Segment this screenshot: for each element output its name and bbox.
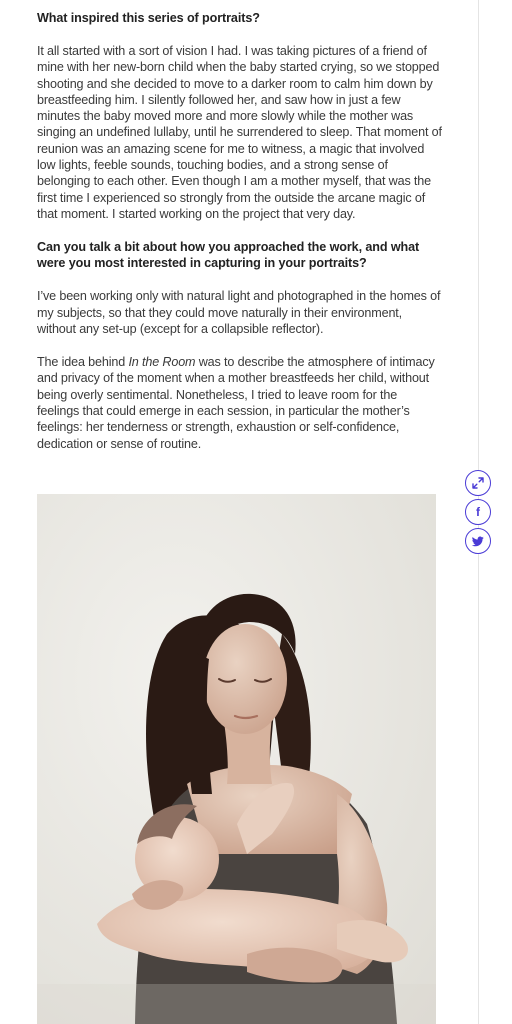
expand-button[interactable]: [465, 470, 491, 496]
mother-breastfeeding-infant-photo: [37, 494, 436, 1024]
text-span: The idea behind: [37, 355, 129, 370]
question-heading: Can you talk a bit about how you approached the work, and what were you most interested in capturing in your portraits?: [37, 240, 420, 271]
series-title: In the Room: [128, 355, 196, 370]
expand-icon: [472, 477, 484, 489]
portrait-photo-svg: [37, 494, 436, 1024]
facebook-icon: f: [476, 505, 480, 519]
facebook-share-button[interactable]: [465, 499, 491, 525]
answer-paragraph: [37, 354, 442, 452]
answer-paragraph: I’ve been working only with natural light and photographed in the homes of my subjects, so that they could move naturally in their environment, without any set-up (except for a collapsible reflector).: [37, 289, 441, 336]
twitter-share-button[interactable]: [465, 528, 491, 554]
text-span: was to describe the atmosphere of intimacy and privacy of the moment when a mother breastfeeds her child, without being overly sentimental. Nonetheless, I tried to leave room for the feelings that could emerge in each session, in particular the mother’s feelings: her tenderness or strength, exhaustion or self-confidence, dedication or sense of routine.: [37, 355, 435, 451]
answer-paragraph: It all started with a sort of vision I had. I was taking pictures of a friend of mine with her new-born child when the baby started crying, so we stopped shooting and she decided to move to a darker room to calm him down by breastfeeding him. I silently followed her, and saw how in just a few minutes the baby moved more and more slowly while the mother was singing an undefined lullaby, until he surrendered to sleep. That moment of reunion was an amazing scene for me to witness, a magic that involved low lights, feeble sounds, touching bodies, and a strong sense of belonging to each other. Even though I am a mother myself, that was the first time I experienced so strongly from the outside the arcane magic of that moment. I started working on the project that very day.: [37, 44, 442, 221]
question-heading: What inspired this series of portraits?: [37, 11, 260, 25]
article-body: [37, 10, 442, 469]
twitter-icon: [472, 536, 484, 547]
